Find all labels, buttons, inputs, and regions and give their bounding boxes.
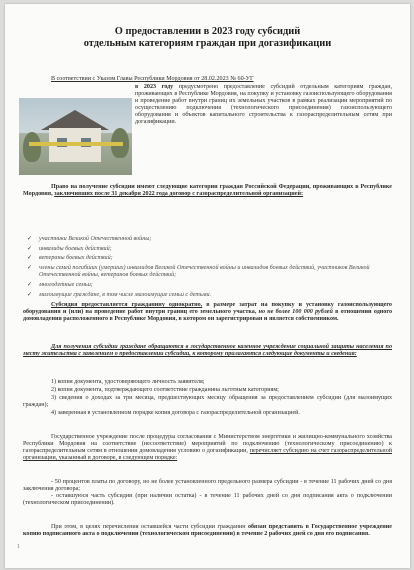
tree-shape — [23, 132, 41, 162]
eligible-categories-list — [27, 236, 392, 301]
intro-year: в 2023 году — [135, 84, 174, 90]
list-item: 3) сведения о доходах за три месяца, предшествующих месяцу обращения за предоставлением субсидии (для малоимущих граждан); — [23, 395, 392, 409]
payment-order — [23, 479, 392, 507]
list-item: ✓ инвалиды боевых действий; — [27, 245, 112, 252]
gas-pipe — [29, 142, 123, 146]
house-gas-photo — [19, 98, 132, 175]
list-item: ✓ ветераны боевых действий; — [27, 255, 113, 262]
intro-paragraph — [135, 84, 392, 127]
list-item: ✓ члены семей погибших (умерших) инвалидов Великой Отечественной войны и инвалидов боевых действий, участников Великой Отечественной войны, ветеранов боевых действий; — [27, 265, 370, 279]
documents-list — [23, 379, 392, 418]
title-line-1: О предоставлении в 2023 году субсидий — [114, 26, 301, 37]
list-item: ✓ многодетные семьи; — [27, 281, 93, 288]
document-page — [5, 4, 410, 568]
state-institution-paragraph: Государственное учреждение после процедуры согласования с Министерством энергетики и жилищно-коммунального хозяйства Республики Мордовия на соответствие (несоответствие) мероприятий по подключению (технологическому присоединению) к газораспределительным сетям в отношении домовладения условию о догазификации, перечисляет субсидию на счет газораспределительной организации, указанный в договоре, в следующем порядке: — [23, 434, 392, 462]
document-title — [5, 26, 410, 50]
check-icon: ✓ — [27, 255, 33, 262]
list-item: 2) копия документа, подтверждающего соответствие гражданина льготным категориям; — [51, 387, 279, 394]
intro-first-line: В соответствии с Указом Главы Республики Мордовия от 28.02.2023 № 60-УГ — [51, 76, 254, 82]
list-item: ✓ малоимущие граждане, в том числе малоимущие семьи с детьми. — [27, 291, 212, 298]
house-roof — [41, 110, 109, 130]
final-paragraph: При этом, в целях перечисления оставшейся части субсидии гражданин обязан представить в Государственное учреждение копию подписанного акта о подключении (технологическом присоединении) в течение 2 рабочих дней со дня его подписания. — [23, 524, 392, 538]
payment-step-2: - оставшуюся часть субсидии (при наличии остатка) - в течение 11 рабочих дней со дня подписания акта о подключении (технологическом присоединении). — [23, 493, 392, 507]
list-item: 4) заверенная в установленном порядке копия договора с газораспределительной организацией. — [51, 410, 300, 417]
check-icon: ✓ — [27, 281, 33, 288]
eligibility-heading: Право на получение субсидии имеют следующие категории граждан Российской Федерации, проживающих в Республике Мордовия, заключивших после 31 декабря 2022 года договор с газораспределительной организацией: — [23, 184, 392, 198]
list-item: ✓ участники Великой Отечественной войны; — [27, 236, 152, 242]
application-paragraph: Для получения субсидии граждане обращаются в государственное казенное учреждение социальной защиты населения по месту жительства с заявлением о предоставлении субсидии, к которому прилагаются следующие документы и сведения: — [23, 344, 392, 358]
check-icon: ✓ — [27, 265, 33, 272]
subsidy-once-paragraph: Субсидия предоставляется гражданину однократно, в размере затрат на покупку и установку газоиспользующего оборудования и (или) на проведение работ внутри границ его земельного участка, но не более 100 000 рублей в отношении одного домовладения расположенного в Республике Мордовия, в котором он зарегистрирован и является собственником. — [23, 302, 393, 323]
check-icon: ✓ — [27, 236, 33, 242]
title-line-2: отдельным категориям граждан при догазификации — [83, 38, 332, 49]
payment-step-1: - 50 процентов платы по договору, но не более установленного предельного размера субсидии - в течение 11 рабочих дней со дня заключения договора; — [23, 479, 392, 493]
list-item: 1) копия документа, удостоверяющего личность заявителя; — [51, 379, 205, 385]
check-icon: ✓ — [27, 291, 33, 298]
intro-text: предусмотрено предоставление субсидий отдельным категориям граждан, проживающих в Республике Мордовия, на покупку и установку газоиспользующего оборудования и проведение работ внутри границ их земельных участков в рамках реализации мероприятий по осуществлению подключения (технологического присоединения) газоиспользующего оборудования и объектов капитального строительства к газораспределительным сетям при догазификации. — [135, 84, 392, 126]
page-mark: 1 — [17, 544, 20, 550]
check-icon: ✓ — [27, 245, 33, 252]
